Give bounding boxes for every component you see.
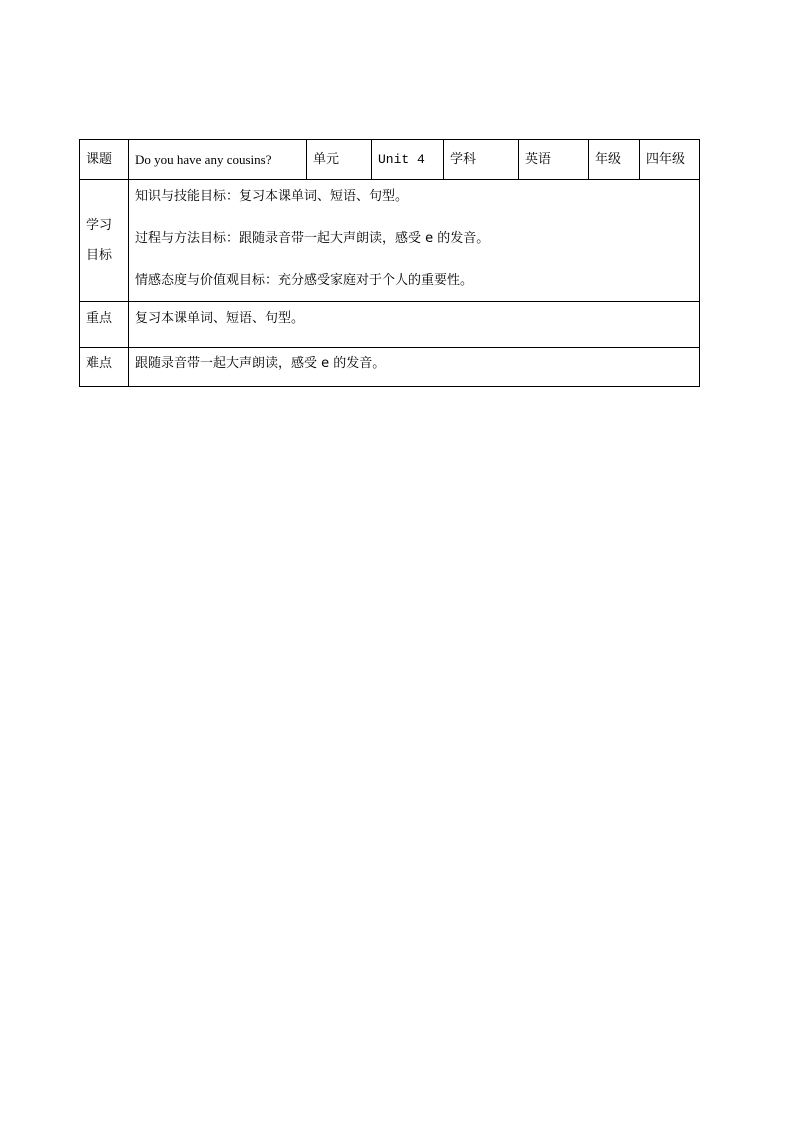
key-points-label: 重点 (80, 302, 129, 348)
unit-value: Unit 4 (372, 140, 444, 180)
goals-list (135, 189, 693, 289)
goal-knowledge-skills: 知识与技能目标：复习本课单词、短语、句型。 (135, 189, 409, 204)
goals-label (80, 180, 129, 302)
goals-label-gap (86, 234, 122, 248)
header-row (80, 140, 700, 180)
grade-label: 年级 (589, 140, 640, 180)
goal-process-methods: 过程与方法目标：跟随录音带一起大声朗读，感受 e 的发音。 (135, 231, 490, 246)
difficulties-label: 难点 (80, 348, 129, 387)
subject-value: 英语 (519, 140, 589, 180)
goals-content (129, 180, 700, 302)
goal-attitudes-values: 情感态度与价值观目标：充分感受家庭对于个人的重要性。 (135, 273, 474, 288)
goals-label-line1: 学习 (86, 217, 113, 233)
key-points-value: 复习本课单词、短语、句型。 (129, 302, 700, 348)
difficulties-row (80, 348, 700, 387)
topic-label: 课题 (80, 140, 129, 180)
subject-label: 学科 (444, 140, 519, 180)
topic-value: Do you have any cousins? (129, 140, 307, 180)
goals-label-line2: 目标 (86, 247, 113, 263)
key-points-row (80, 302, 700, 348)
lesson-plan-table (79, 139, 700, 387)
goals-row (80, 180, 700, 302)
difficulties-value: 跟随录音带一起大声朗读，感受 e 的发音。 (129, 348, 700, 387)
grade-value: 四年级 (640, 140, 700, 180)
unit-label: 单元 (307, 140, 372, 180)
